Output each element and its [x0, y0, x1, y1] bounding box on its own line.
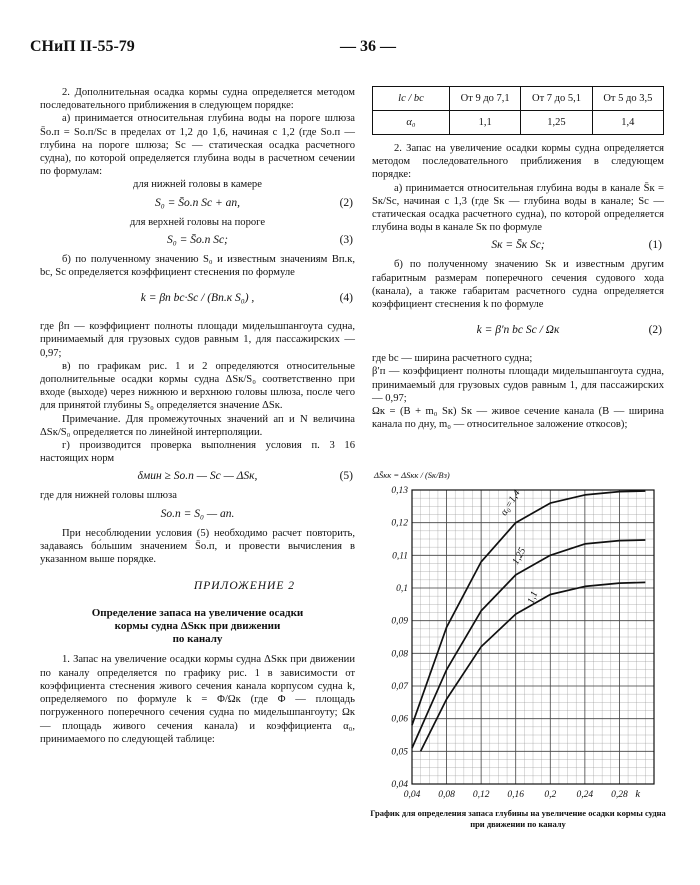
series-line — [412, 540, 645, 748]
title-line: по каналу — [172, 633, 223, 646]
chart-svg — [372, 466, 672, 806]
formula-3 — [40, 232, 355, 251]
series-label: 1,25 — [510, 545, 529, 567]
x-tick-label: 0,04 — [403, 790, 421, 800]
x-tick-label: 0,24 — [576, 790, 594, 800]
definition: Ωк = (B + m₀ Sк) Sк — живое сечение канала (B — ширина канала по дну, m₀ — относительное заложение откосов); — [372, 406, 664, 431]
paragraph: в) по графикам рис. 1 и 2 определяются относительные дополнительные осадки кормы судна ΔSк/S₀ соответственно при входе (выходе) через нижнюю и верхнюю головы шлюза, после чего для принятой глубины S₀ определяется значение ΔSк. — [40, 360, 355, 412]
table-cell: lс / bс — [373, 87, 450, 111]
appendix-heading: ПРИЛОЖЕНИЕ 2 — [193, 580, 295, 593]
formula-text: Sо.п = S₀ — aп. — [160, 507, 235, 520]
table-cell: От 9 до 7,1 — [450, 87, 521, 111]
paragraph: При несоблюдении условия (5) необходимо расчет повторить, задаваясь бо́льшим значением S̄о.п, и провести вычисления в указанном выше порядке. — [40, 527, 355, 566]
formula-2 — [372, 314, 664, 350]
definition: где bс — ширина расчетного судна; — [372, 353, 533, 365]
y-tick-label: 0,1 — [396, 584, 408, 594]
paragraph: а) принимается относительная глубина воды в канале S̄к = Sк/Sс, начиная с 1,3 (где Sк — глубина воды в канале; Sс — статическая осадка расчетного судна), по которой определяется глубина воды в канале Sк по формуле — [372, 182, 664, 234]
series-label: α₀=1,4 — [498, 488, 523, 518]
formula-text: k = βп bс·Sс / (Bп.к S₀) , — [140, 292, 255, 305]
y-tick-label: 0,04 — [391, 780, 408, 790]
x-axis-label: k — [635, 789, 641, 800]
formula-text: S₀ = S̄о.п Sс; — [167, 233, 228, 246]
table-cell: От 7 до 5,1 — [521, 87, 592, 111]
x-tick-label: 0,12 — [472, 790, 490, 800]
formula-number: (3) — [339, 233, 353, 246]
formula-number: (5) — [339, 470, 353, 483]
table-cell: От 5 до 3,5 — [592, 87, 663, 111]
formula-label: для нижней головы в камере — [133, 179, 262, 191]
formula-label: для верхней головы на пороге — [129, 216, 266, 228]
chart-caption: График для определения запаса глубины на увеличение осадки кормы судна при движении по каналу — [370, 808, 666, 829]
chart — [372, 466, 672, 806]
paragraph: 2. Запас на увеличение осадки кормы судна определяется методом последовательного приближения в следующем порядке: — [372, 143, 664, 181]
formula-number: (2) — [648, 324, 662, 337]
y-tick-label: 0,05 — [391, 747, 408, 758]
formula-text: k = β′п bс Sс / Ωк — [476, 324, 560, 337]
definition: β′п — коэффициент полноты площади мидельшпангоута судна, принимаемый для грузовых судов равным 1, для пассажирских — 0,97; — [372, 366, 664, 404]
table-row — [373, 111, 664, 135]
y-tick-label: 0,08 — [391, 649, 408, 660]
formula-text: Sк = S̄к Sс; — [491, 239, 545, 252]
formula-text: S₀ = S̄о.п Sс + aп, — [155, 196, 240, 209]
y-tick-label: 0,11 — [392, 551, 408, 562]
formula-number: (4) — [339, 292, 353, 305]
table-cell: α₀ — [373, 111, 450, 135]
note: Примечание. Для промежуточных значений aп и N величина ΔSк/S₀ определяется по линейной интерполяции. — [40, 413, 355, 438]
y-tick-label: 0,13 — [391, 486, 408, 496]
y-tick-label: 0,12 — [391, 518, 408, 529]
table-cell: 1,4 — [592, 111, 663, 135]
appendix-title — [40, 607, 355, 646]
series-label: 1,1 — [525, 589, 541, 606]
page-header — [30, 38, 670, 60]
left-column — [40, 86, 355, 746]
formula-5 — [40, 468, 355, 487]
paragraph: где βп — коэффициент полноты площади мидельшпангоута судна, принимаемый для грузовых судов равным 1, для пассажирских — 0,97; — [40, 321, 355, 359]
formula-number: (1) — [648, 239, 662, 252]
paragraph: б) по полученному значению S₀ и известным значениям Bп.к, bс, Sс определяется коэффициент стеснения по формуле — [40, 253, 355, 279]
formula-text: δмин ≥ Sо.п — Sс — ΔSк, — [137, 470, 258, 483]
x-tick-label: 0,2 — [544, 790, 557, 800]
paragraph: б) по полученному значению Sк и известным другим габаритным размерам поперечного сечения судового хода (канала), а также габаритам расчетного судна определяется коэффициент стеснения k по формуле — [372, 259, 664, 311]
formula-4 — [40, 282, 355, 318]
paragraph: где для нижней головы шлюза — [40, 490, 177, 502]
y-tick-label: 0,07 — [391, 682, 408, 692]
paragraph: г) производится проверка выполнения условия п. 3 16 настоящих норм — [40, 440, 355, 465]
x-tick-label: 0,28 — [611, 790, 628, 800]
table-cell: 1,1 — [450, 111, 521, 135]
formula-2 — [40, 195, 355, 214]
page-number: — 36 — — [340, 38, 396, 55]
document-code: СНиП II-55-79 — [30, 38, 135, 55]
right-column — [372, 86, 664, 431]
paragraph: 1. Запас на увеличение осадки кормы судна ΔSкк при движении по каналу определяется по графику рис. 1 в зависимости от коэффициента стеснения живого сечения канала корпусом судна k, определяемого по формуле k = Φ/Ωк (где Φ — площадь погруженного поперечного сечения судна по мидельшпангоуту; Ωк — площадь живого сечения канала) и коэффициента α₀, принимаемого по следующей таблице: — [40, 654, 355, 745]
formula-number: (2) — [339, 196, 353, 209]
alpha-table — [372, 86, 664, 135]
title-line: кормы судна ΔSкк при движении — [114, 620, 281, 633]
paragraph: 2. Дополнительная осадка кормы судна определяется методом последовательного приближения в следующем порядке: — [40, 87, 355, 112]
formula-6 — [40, 506, 355, 525]
formula-1 — [372, 237, 664, 256]
x-tick-label: 0,08 — [438, 790, 455, 800]
x-tick-label: 0,16 — [507, 790, 525, 800]
table-row — [373, 87, 664, 111]
y-tick-label: 0,09 — [391, 616, 408, 627]
title-line: Определение запаса на увеличение осадки — [91, 607, 304, 620]
table-cell: 1,25 — [521, 111, 592, 135]
y-tick-label: 0,06 — [391, 714, 408, 725]
series-line — [412, 491, 645, 725]
y-axis-label: ΔS̄кк = ΔSкк / (Sк/Bз) — [374, 470, 450, 480]
paragraph: а) принимается относительная глубина воды на пороге шлюза S̄о.п = Sо.п/Sс в пределах от 1,2 до 1,6, начиная с 1,2 (где Sо.п — глубина на пороге шлюза; Sс — статическая осадка расчетного судна), по которой определяется глубина воды в расчетном сечении по формулам: — [40, 113, 355, 178]
